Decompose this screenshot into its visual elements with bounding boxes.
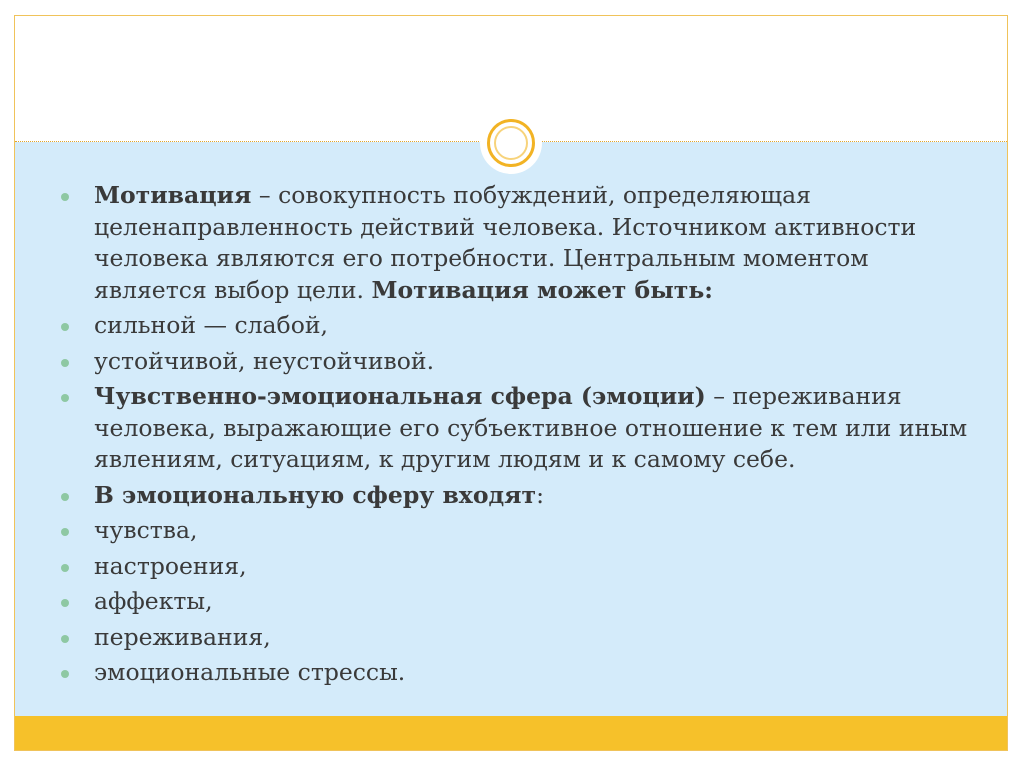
circle-ring-icon xyxy=(480,112,542,174)
bullet-item-sphere-includes xyxy=(58,480,968,512)
ornament-inner-ring xyxy=(494,126,528,160)
bullet-icon xyxy=(61,323,69,331)
footer-bar xyxy=(15,716,1007,750)
bullet-item-feelings xyxy=(58,515,968,547)
bullet-item-stable-unstable xyxy=(58,346,968,378)
bullet-icon xyxy=(61,359,69,367)
bullet-text: устойчивой, неустойчивой. xyxy=(94,346,435,375)
bullet-text: : xyxy=(536,480,545,509)
term-sphere-includes: В эмоциональную сферу входят xyxy=(94,480,537,509)
bullet-icon xyxy=(61,528,69,536)
bullet-list xyxy=(58,180,968,693)
term-motivation: Мотивация xyxy=(94,181,252,209)
definition-motivation: – совокупность побуждений, определяющая целенаправленность действий человека. Источником активности человека являются его потребности. Центральным моментом является выбор цели. xyxy=(94,181,917,304)
bullet-text: переживания, xyxy=(94,622,271,651)
bullet-item-strong-weak xyxy=(58,310,968,342)
bullet-text: эмоциональные стрессы. xyxy=(94,658,406,686)
bullet-icon xyxy=(61,394,69,402)
bullet-icon xyxy=(61,670,69,678)
bullet-text: аффекты, xyxy=(94,587,213,615)
emphasis-motivation: Мотивация может быть: xyxy=(371,275,713,304)
bullet-text: настроения, xyxy=(94,551,247,580)
bullet-item-experiences xyxy=(58,622,968,654)
bullet-icon xyxy=(61,564,69,572)
bullet-item-emotional-sphere xyxy=(58,381,968,476)
bullet-icon xyxy=(61,635,69,643)
bullet-icon xyxy=(61,599,69,607)
bullet-item-affects xyxy=(58,586,968,618)
term-emotional-sphere: Чувственно-эмоциональная сфера (эмоции) xyxy=(94,382,706,410)
ornament-outer-ring xyxy=(487,119,535,167)
bullet-icon xyxy=(61,193,69,201)
bullet-icon xyxy=(61,493,69,501)
bullet-item-stresses xyxy=(58,657,968,689)
bullet-text: чувства, xyxy=(94,516,198,544)
definition-emotional-sphere: – переживания человека, выражающие его субъективное отношение к тем или иным явлениям, ситуациям, к другим людям и к самому себе. xyxy=(94,382,968,473)
bullet-item-moods xyxy=(58,551,968,583)
bullet-item-motivation xyxy=(58,180,968,306)
bullet-text: сильной — слабой, xyxy=(94,311,328,339)
